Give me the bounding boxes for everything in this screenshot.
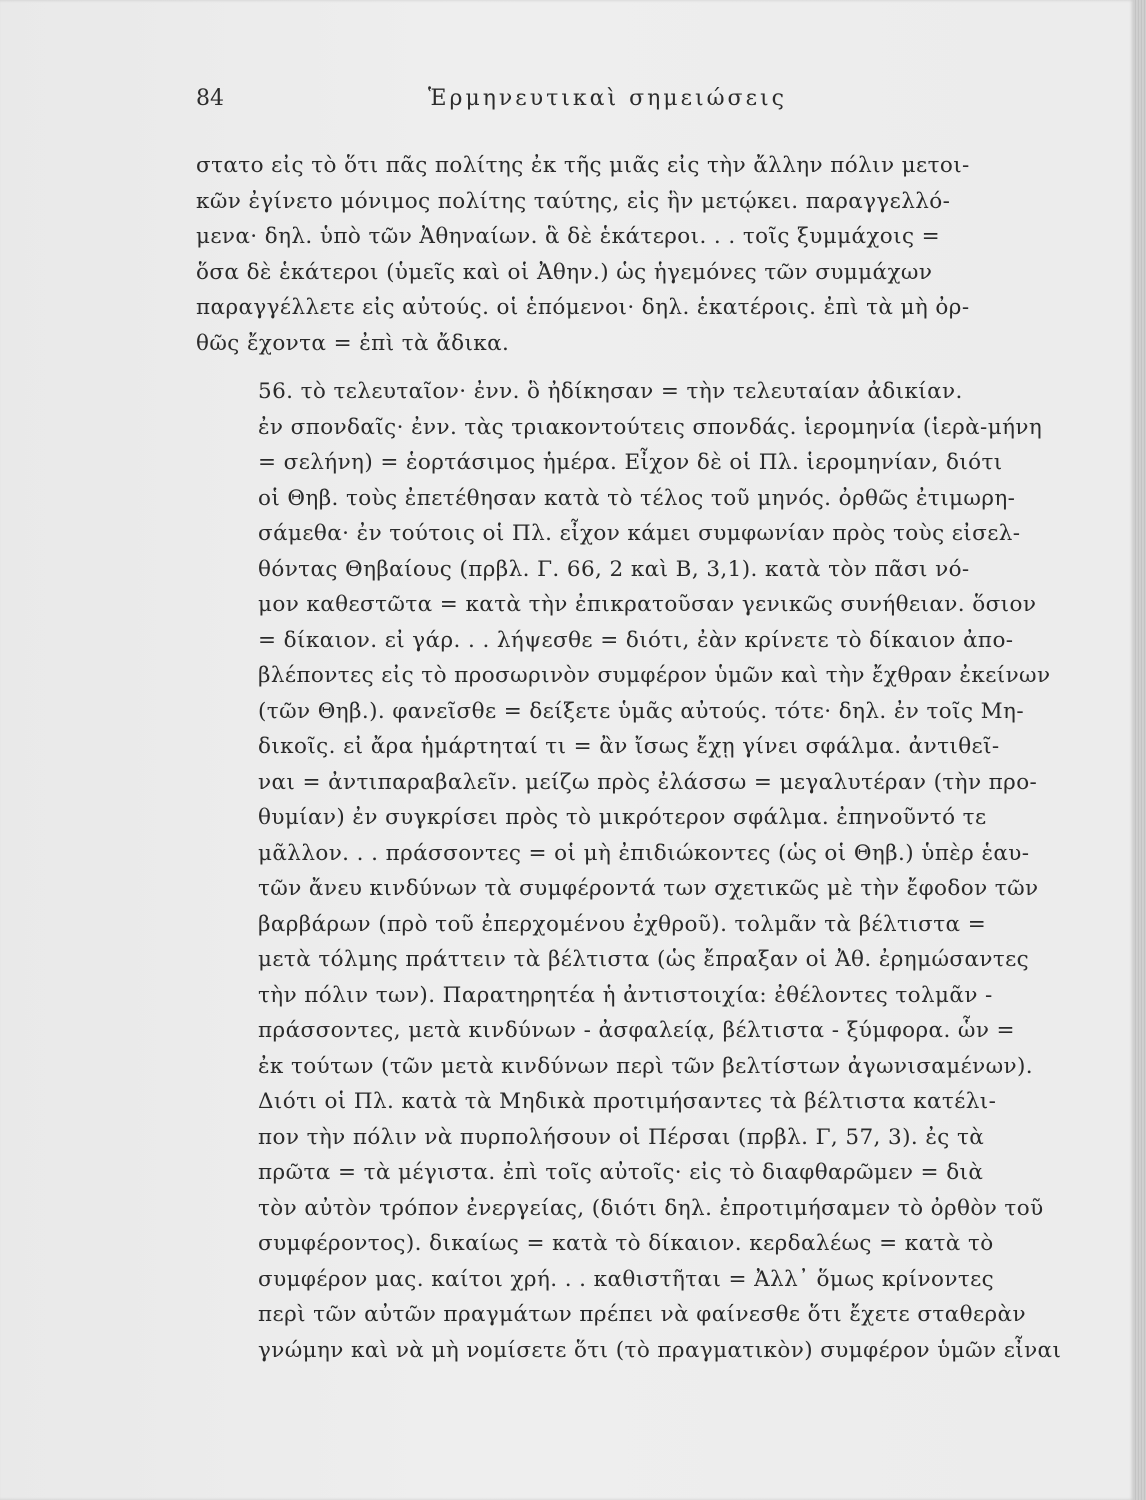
text-line: = δίκαιον. εἰ γάρ. . . λήψεσθε = διότι, ἐὰν κρίνετε τὸ δίκαιον ἀπο- bbox=[258, 627, 1014, 653]
text-line: ὅσα δὲ ἑκάτεροι (ὑμεῖς καὶ οἱ Ἀθην.) ὡς ἡγεμόνες τῶν συμμάχων bbox=[196, 259, 933, 285]
page-header bbox=[196, 86, 1126, 118]
text-line: τὸν αὐτὸν τρόπον ἐνεργείας, (διότι δηλ. ἐπροτιμήσαμεν τὸ ὀρθὸν τοῦ bbox=[258, 1195, 1044, 1221]
text-line: βλέποντες εἰς τὸ προσωρινὸν συμφέρον ὑμῶν καὶ τὴν ἔχθραν ἐκείνων bbox=[258, 663, 1051, 688]
text-line: συμφέροντος). δικαίως = κατὰ τὸ δίκαιον. κερδαλέως = κατὰ τὸ bbox=[258, 1231, 994, 1256]
text-line: πον τὴν πόλιν νὰ πυρπολήσουν οἱ Πέρσαι (πρβλ. Γ, 57, 3). ἐς τὰ bbox=[258, 1124, 985, 1150]
text-line: ἐν σπονδαῖς· ἐνν. τὰς τριακοντούτεις σπονδάς. ἱερομηνία (ἱερὰ-μήνη bbox=[258, 414, 1043, 440]
text-line: ἐκ τούτων (τῶν μετὰ κινδύνων περὶ τῶν βελτίστων ἀγωνισαμένων). bbox=[258, 1053, 1034, 1079]
text-line: οἱ Θηβ. τοὺς ἐπετέθησαν κατὰ τὸ τέλος τοῦ μηνός. ὀρθῶς ἐτιμωρη- bbox=[258, 485, 1016, 511]
text-line: σάμεθα· ἐν τούτοις οἱ Πλ. εἶχον κάμει συμφωνίαν πρὸς τοὺς εἰσελ- bbox=[258, 521, 1021, 546]
text-line: πρῶτα = τὰ μέγιστα. ἐπὶ τοῖς αὐτοῖς· εἰς τὸ διαφθαρῶμεν = διὰ bbox=[258, 1160, 984, 1185]
page-number: 84 bbox=[196, 86, 224, 111]
page-body bbox=[196, 148, 1126, 1368]
text-line: 56. τὸ τελευταῖον· ἐνν. ὃ ἠδίκησαν = τὴν τελευταίαν ἀδικίαν. bbox=[258, 379, 963, 404]
running-title: Ἑρμηνευτικαὶ σημειώσεις bbox=[428, 86, 787, 111]
text-line: τὴν πόλιν των). Παρατηρητέα ἡ ἀντιστοιχία: ἐθέλοντες τολμᾶν - bbox=[258, 982, 993, 1008]
text-line: στατο εἰς τὸ ὅτι πᾶς πολίτης ἐκ τῆς μιᾶς εἰς τὴν ἄλλην πόλιν μετοι- bbox=[196, 153, 970, 178]
paragraph bbox=[196, 148, 1126, 361]
text-line: μενα· δηλ. ὑπὸ τῶν Ἀθηναίων. ἃ δὲ ἑκάτεροι. . . τοῖς ξυμμάχοις = bbox=[196, 224, 941, 249]
text-line: περὶ τῶν αὐτῶν πραγμάτων πρέπει νὰ φαίνεσθε ὅτι ἔχετε σταθερὰν bbox=[258, 1302, 1026, 1327]
page-stack-edge bbox=[1134, 0, 1146, 1500]
text-line: δικοῖς. εἰ ἄρα ἡμάρτηταί τι = ἂν ἴσως ἔχῃ γίνει σφάλμα. ἀντιθεῖ- bbox=[258, 734, 1000, 759]
text-line: (τῶν Θηβ.). φανεῖσθε = δείξετε ὑμᾶς αὐτούς. τότε· δηλ. ἐν τοῖς Μη- bbox=[258, 698, 1025, 724]
text-line: θυμίαν) ἐν συγκρίσει πρὸς τὸ μικρότερον σφάλμα. ἐπηνοῦντό τε bbox=[258, 805, 987, 830]
text-line: συμφέρον μας. καίτοι χρή. . . καθιστῆται = Ἀλλ᾽ ὅμως κρίνοντες bbox=[258, 1266, 995, 1292]
text-line: = σελήνη) = ἑορτάσιμος ἡμέρα. Εἶχον δὲ οἱ Πλ. ἱερομηνίαν, διότι bbox=[258, 450, 1003, 475]
text-line: θῶς ἔχοντα = ἐπὶ τὰ ἄδικα. bbox=[196, 330, 510, 356]
text-line: Διότι οἱ Πλ. κατὰ τὰ Μηδικὰ προτιμήσαντες τὰ βέλτιστα κατέλι- bbox=[258, 1089, 997, 1114]
text-line: πράσσοντες, μετὰ κινδύνων - ἀσφαλείᾳ, βέλτιστα - ξύμφορα. ὧν = bbox=[258, 1018, 1015, 1043]
paragraph bbox=[196, 374, 1126, 1368]
text-line: τῶν ἄνευ κινδύνων τὰ συμφέροντά των σχετικῶς μὲ τὴν ἔφοδον τῶν bbox=[258, 876, 1039, 901]
text-line: θόντας Θηβαίους (πρβλ. Γ. 66, 2 καὶ Β, 3,1). κατὰ τὸν πᾶσι νό- bbox=[258, 556, 970, 582]
text-line: γνώμην καὶ νὰ μὴ νομίσετε ὅτι (τὸ πραγματικὸν) συμφέρον ὑμῶν εἶναι bbox=[258, 1337, 1062, 1363]
text-line: παραγγέλλετε εἰς αὐτούς. οἱ ἑπόμενοι· δηλ. ἑκατέροις. ἐπὶ τὰ μὴ ὀρ- bbox=[196, 295, 970, 320]
text-line: κῶν ἐγίνετο μόνιμος πολίτης ταύτης, εἰς ἣν μετῴκει. παραγγελλό- bbox=[196, 188, 951, 214]
text-line: ναι = ἀντιπαραβαλεῖν. μείζω πρὸς ἐλάσσω = μεγαλυτέραν (τὴν προ- bbox=[258, 769, 1038, 795]
text-line: μον καθεστῶτα = κατὰ τὴν ἐπικρατοῦσαν γενικῶς συνήθειαν. ὅσιον bbox=[258, 592, 1037, 617]
text-line: μετὰ τόλμης πράττειν τὰ βέλτιστα (ὡς ἔπραξαν οἱ Ἀθ. ἐρημώσαντες bbox=[258, 947, 1030, 972]
text-line: βαρβάρων (πρὸ τοῦ ἐπερχομένου ἐχθροῦ). τολμᾶν τὰ βέλτιστα = bbox=[258, 911, 987, 937]
text-line: μᾶλλον. . . πράσσοντες = οἱ μὴ ἐπιδιώκοντες (ὡς οἱ Θηβ.) ὑπὲρ ἑαυ- bbox=[258, 840, 1030, 866]
